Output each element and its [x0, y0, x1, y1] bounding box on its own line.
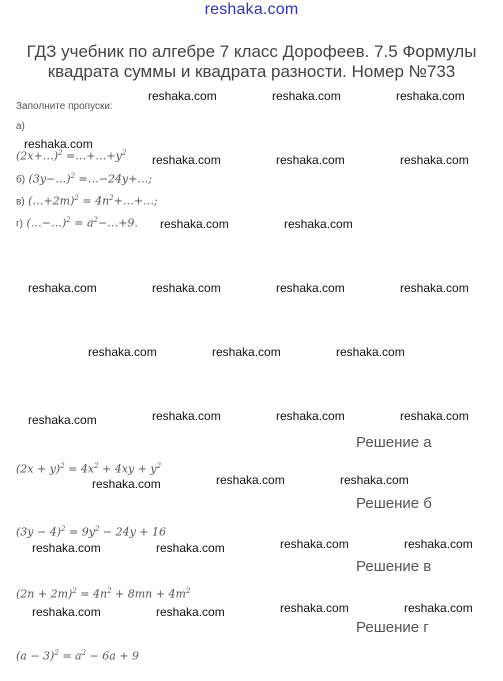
solution-c-expression: $(2n + 2m)^2 = 4n^2 + 8mn + 4m^2$ [16, 587, 191, 601]
task-prompt: Заполните пропуски: [16, 101, 113, 112]
solution-b-expression: $(3y - 4)^2 = 9y^2 - 24y + 16$ [16, 525, 167, 539]
watermark: reshaka.com [400, 409, 469, 423]
watermark: reshaka.com [404, 537, 473, 551]
watermark: reshaka.com [212, 345, 281, 359]
solution-b-heading: Решение б [356, 495, 432, 512]
site-header-link[interactable]: reshaka.com [204, 1, 299, 18]
watermark: reshaka.com [272, 89, 341, 103]
watermark: reshaka.com [152, 409, 221, 423]
watermark: reshaka.com [400, 153, 469, 167]
watermark: reshaka.com [24, 137, 93, 151]
item-c-label: в) [16, 196, 25, 208]
watermark: reshaka.com [280, 601, 349, 615]
solution-a-expression: $(2x + y)^2 = 4x^2 + 4xy + y^2$ [16, 462, 162, 476]
watermark: reshaka.com [216, 473, 285, 487]
watermark: reshaka.com [276, 281, 345, 295]
watermark: reshaka.com [156, 541, 225, 555]
item-d-expression: г) (…−…)$^2$ = $a^2-\dots+9$. [16, 216, 138, 230]
item-a-expression: (2x+…)$^2$ $=\dots+\dots+y^2$ [16, 149, 127, 163]
watermark: reshaka.com [148, 89, 217, 103]
page-title: ГДЗ учебник по алгебре 7 класс Дорофеев. 7.5 Формулы квадрата суммы и квадрата разности. Номер №733 [26, 42, 477, 81]
watermark: reshaka.com [88, 345, 157, 359]
watermark: reshaka.com [276, 409, 345, 423]
watermark: reshaka.com [152, 153, 221, 167]
watermark: reshaka.com [32, 541, 101, 555]
watermark: reshaka.com [32, 605, 101, 619]
watermark: reshaka.com [160, 217, 229, 231]
watermark: reshaka.com [404, 601, 473, 615]
watermark: reshaka.com [276, 153, 345, 167]
watermark: reshaka.com [340, 473, 409, 487]
watermark: reshaka.com [28, 413, 97, 427]
watermark: reshaka.com [92, 477, 161, 491]
solution-d-expression: $(a - 3)^2 = a^2 - 6a + 9$ [16, 649, 140, 663]
item-a-label: а) [16, 121, 25, 132]
solution-c-heading: Решение в [356, 558, 432, 575]
solution-a-heading: Решение а [356, 434, 432, 451]
solution-d-heading: Решение г [356, 619, 429, 636]
watermark: reshaka.com [396, 89, 465, 103]
item-b-expression: б) (3y−…)$^2$ =…−24y+…; [16, 172, 153, 186]
watermark: reshaka.com [284, 217, 353, 231]
watermark: reshaka.com [280, 537, 349, 551]
watermark: reshaka.com [336, 345, 405, 359]
watermark: reshaka.com [152, 281, 221, 295]
watermark: reshaka.com [28, 281, 97, 295]
item-c-expression: в) (…+2m)$^2$ = $4n^2+\dots+\dots$; [16, 194, 158, 208]
item-d-label: г) [16, 218, 23, 230]
watermark: reshaka.com [156, 605, 225, 619]
item-b-label: б) [16, 174, 26, 186]
watermark: reshaka.com [400, 281, 469, 295]
